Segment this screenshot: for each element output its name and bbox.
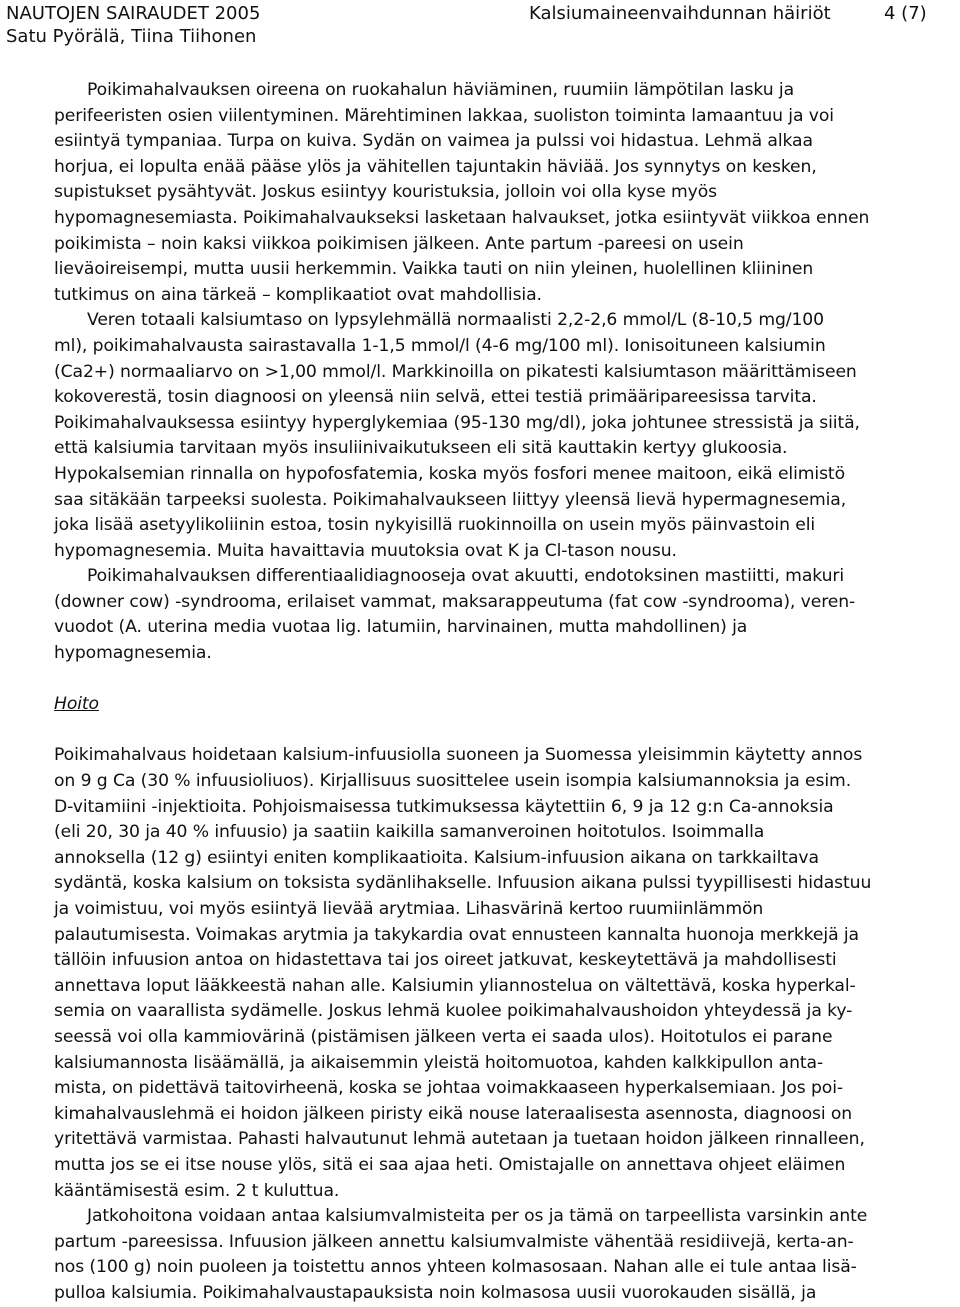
paragraph-line: mista, on pidettävä taitovirheenä, koska se johtaa voimakkaaseen hyperkalsemiaan. Jos poi-: [54, 1078, 843, 1099]
paragraph-line: yritettävä varmistaa. Pahasti halvautunut lehmä autetaan ja tuetaan hoidon jälkeen rinnalleen,: [54, 1129, 865, 1150]
paragraph-line: joka lisää asetyylikoliinin estoa, tosin nykyisillä ruokinnoilla on usein myös päinvastoin eli: [54, 515, 816, 536]
paragraph-line: sydäntä, koska kalsium on toksista sydänlihakselle. Infuusion aikana pulssi tyypillisesti hidastuu: [54, 873, 872, 894]
paragraph-line: lieväoireisempi, mutta uusii herkemmin. Vaikka tauti on niin yleinen, huolellinen kliininen: [54, 259, 814, 280]
paragraph-line: semia on vaarallista sydämelle. Joskus lehmä kuolee poikimahalvaushoidon yhteydessä ja ky-: [54, 1001, 853, 1022]
header-course-title: NAUTOJEN SAIRAUDET 2005: [6, 3, 261, 24]
paragraph-line: nos (100 g) noin puoleen ja toistettu annos yhteen kolmasosaan. Nahan alle ei tule antaa lisä-: [54, 1257, 857, 1278]
paragraph-line: Hypokalsemian rinnalla on hypofosfatemia, koska myös fosfori menee maitoon, eikä elimistö: [54, 463, 845, 484]
paragraph-line: (downer cow) -syndrooma, erilaiset vammat, maksarappeutuma (fat cow -syndrooma), veren-: [54, 591, 856, 612]
paragraph-line: tällöin infuusion antoa on hidastettava tai jos oireet jatkuvat, keskeytettävä ja mahdollisesti: [54, 950, 837, 971]
paragraph-line: mutta jos se ei itse nouse ylös, sitä ei saa ajaa heti. Omistajalle on annettava ohjeet eläimen: [54, 1154, 846, 1175]
spacer: [54, 667, 924, 693]
paragraph-line: Veren totaali kalsiumtaso on lypsylehmällä normaalisti 2,2-2,6 mmol/L (8-10,5 mg/100: [87, 310, 824, 331]
paragraph-line: (Ca2+) normaaliarvo on >1,00 mmol/l. Markkinoilla on pikatesti kalsiumtason määrittämiseen: [54, 361, 857, 382]
paragraph-line: kokoverestä, tosin diagnoosi on yleensä niin selvä, ettei testiä primääripareesissa tarvita.: [54, 387, 817, 408]
header-authors: Satu Pyörälä, Tiina Tiihonen: [6, 26, 257, 47]
paragraph-line: hypomagnesemia. Muita havaittavia muutoksia ovat K ja Cl-tason nousu.: [54, 540, 677, 561]
paragraph-line: vuodot (A. uterina media vuotaa lig. latumiin, harvinainen, mutta mahdollinen) ja: [54, 617, 748, 638]
paragraph-line: ml), poikimahalvausta sairastavalla 1-1,5 mmol/l (4-6 mg/100 ml). Ionisoituneen kalsiumin: [54, 335, 826, 356]
paragraph-line: tutkimus on aina tärkeä – komplikaatiot ovat mahdollisia.: [54, 284, 542, 305]
paragraph-line: hypomagnesemiasta. Poikimahalvaukseksi lasketaan halvaukset, jotka esiintyvät viikkoa ennen: [54, 207, 870, 228]
paragraph-line: Poikimahalvauksen oireena on ruokahalun häviäminen, ruumiin lämpötilan lasku ja: [87, 80, 795, 100]
paragraph-line: Poikimahalvaus hoidetaan kalsium-infuusiolla suoneen ja Suomessa yleisimmin käytetty annos: [54, 745, 863, 766]
paragraph-line: ja voimistuu, voi myös esiintyä lievää arytmiaa. Lihasvärinä kertoo ruumiinlämmön: [54, 899, 764, 919]
paragraph-line: (eli 20, 30 ja 40 % infuusio) ja saatiin kaikilla samanveroinen hoitotulos. Isoimmalla: [54, 822, 765, 843]
paragraph-line: Poikimahalvauksen differentiaalidiagnooseja ovat akuutti, endotoksinen mastiitti, makuri: [87, 566, 845, 587]
paragraph-line: partum -pareesissa. Infuusion jälkeen annettu kalsiumvalmiste vähentää residiivejä, kerta-an-: [54, 1231, 854, 1252]
paragraph-line: poikimista – noin kaksi viikkoa poikimisen jälkeen. Ante partum -pareesi on usein: [54, 233, 744, 254]
spacer: [54, 718, 924, 744]
paragraph-line: kalsiumannosta lisäämällä, ja aikaisemmin yleistä hoitomuotoa, kahden kalkkipullon anta-: [54, 1052, 824, 1073]
paragraph-line: että kalsiumia tarvitaan myös insuliinivaikutukseen eli sitä kauttakin kertyy glukoosia.: [54, 438, 788, 459]
header-page-number: 4 (7): [884, 3, 927, 24]
paragraph-line: esiintyä tympaniaa. Turpa on kuiva. Sydän on vaimea ja pulssi voi hidastua. Lehmä alkaa: [54, 131, 813, 152]
paragraph-line: annettava loput lääkkeestä nahan alle. Kalsiumin yliannostelua on vältettävä, koska hyperkal-: [54, 975, 856, 996]
paragraph-line: D-vitamiini -injektioita. Pohjoismaisessa tutkimuksessa käytettiin 6, 9 ja 12 g:n Ca-annoksia: [54, 796, 834, 817]
paragraph-line: seessä voi olla kammiovärinä (pistämisen jälkeen verta ei saada ulos). Hoitotulos ei parane: [54, 1026, 833, 1047]
paragraph-line: palautumisesta. Voimakas arytmia ja takykardia ovat ennusteen kannalta huonoja merkkejä ja: [54, 924, 859, 945]
paragraph-line: supistukset pysähtyvät. Joskus esiintyy kouristuksia, jolloin voi olla kyse myös: [54, 182, 718, 203]
paragraph-line: pulloa kalsiumia. Poikimahalvaustapauksista noin kolmasosa uusii vuorokauden sisällä, ja: [54, 1282, 817, 1303]
paragraph-line: annoksella (12 g) esiintyi eniten komplikaatioita. Kalsium-infuusion aikana on tarkkailtava: [54, 847, 819, 868]
paragraph-line: horjua, ei lopulta enää pääse ylös ja vähitellen tajuntakin häviää. Jos synnytys on kesken,: [54, 156, 817, 177]
paragraph-line: on 9 g Ca (30 % infuusioliuos). Kirjallisuus suosittelee usein isompia kalsiumannoksia ja esim.: [54, 771, 852, 792]
section-heading-hoito: [54, 692, 924, 718]
section-heading-text: Hoito: [54, 694, 99, 715]
paragraph-line: Jatkohoitona voidaan antaa kalsiumvalmisteita per os ja tämä on tarpeellista varsinkin ante: [87, 1206, 868, 1227]
header-document-title: Kalsiumaineenvaihdunnan häiriöt: [529, 3, 831, 24]
paragraph-line: kääntämisestä esim. 2 t kuluttua.: [54, 1180, 340, 1201]
paragraph-line: perifeeristen osien viilentyminen. Märehtiminen lakkaa, suoliston toiminta lamaantuu ja voi: [54, 105, 834, 126]
paragraph-line: hypomagnesemia.: [54, 643, 212, 664]
body-text: [54, 78, 924, 1307]
paragraph-line: Poikimahalvauksessa esiintyy hyperglykemiaa (95-130 mg/dl), joka johtunee stressistä ja siitä,: [54, 412, 860, 433]
paragraph-line: saa sitäkään tarpeeksi suolesta. Poikimahalvaukseen liittyy yleensä lievä hypermagnesemia,: [54, 489, 847, 510]
paragraph-line: kimahalvauslehmä ei hoidon jälkeen piristy eikä nouse lateraalisesta asennosta, diagnoosi on: [54, 1103, 853, 1124]
